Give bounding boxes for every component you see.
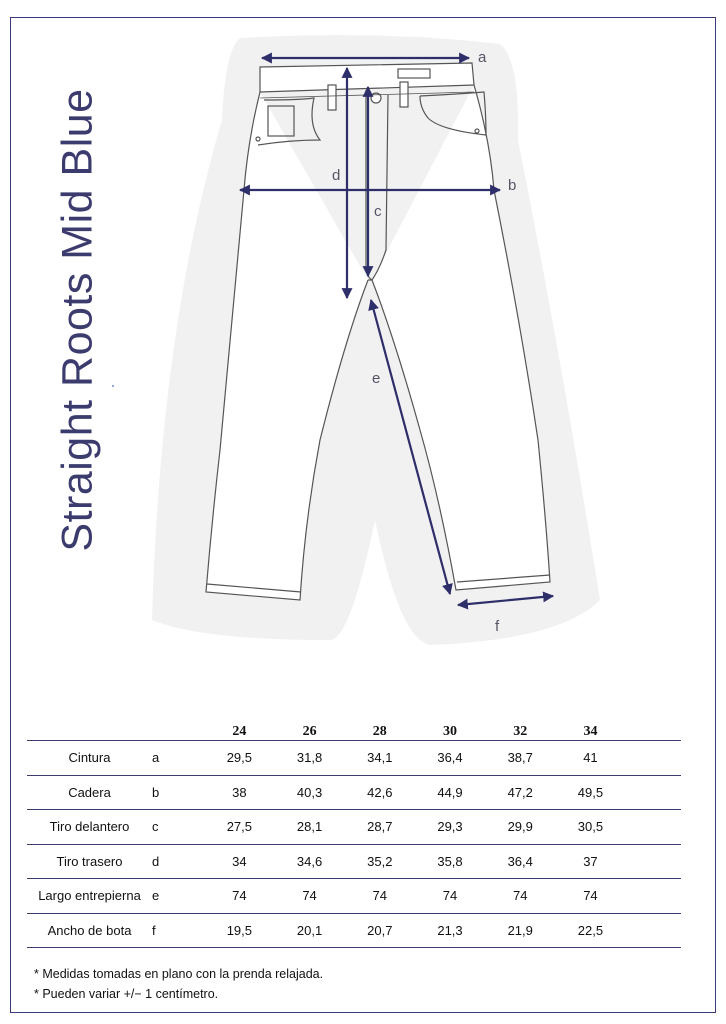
measure-value: 21,3 — [437, 922, 463, 938]
measure-name: Cintura — [68, 750, 111, 766]
measure-value: 20,1 — [296, 922, 323, 938]
measure-name: Largo entrepierna — [38, 888, 141, 904]
footnotes — [34, 964, 323, 1004]
measure-value: 74 — [232, 888, 247, 904]
size-header-row — [27, 718, 681, 741]
table-row — [27, 879, 681, 914]
measure-value: 74 — [442, 888, 458, 904]
measure-value: 34 — [232, 853, 247, 869]
size-header: 28 — [372, 724, 387, 739]
table-row — [27, 810, 681, 845]
size-table — [27, 718, 681, 948]
measure-value: 49,5 — [577, 784, 604, 800]
table-row — [27, 775, 681, 810]
measure-value: 28,1 — [296, 819, 323, 835]
measure-name: Tiro trasero — [56, 853, 123, 869]
table-row — [27, 844, 681, 879]
measure-value: 37 — [583, 853, 598, 869]
measure-value: 40,3 — [296, 784, 323, 800]
size-header: 26 — [302, 724, 317, 739]
footnote: * Pueden variar +/− 1 centímetro. — [34, 987, 219, 1001]
measure-value: 47,2 — [507, 784, 533, 800]
measure-value: 74 — [512, 888, 528, 904]
label-b: b — [508, 177, 517, 194]
label-e: e — [372, 370, 381, 387]
measure-value: 35,8 — [437, 853, 463, 869]
measure-value: 30,5 — [577, 819, 604, 835]
label-c: c — [374, 203, 382, 220]
measure-value: 21,9 — [507, 922, 533, 938]
measure-value: 19,5 — [226, 922, 252, 938]
product-title: Straight Roots Mid Blue — [53, 88, 102, 552]
measure-value: 22,5 — [577, 922, 604, 938]
measure-value: 34,6 — [296, 853, 323, 869]
measure-value: 36,4 — [507, 853, 533, 869]
measure-letter: c — [152, 819, 159, 835]
measure-name: Ancho de bota — [47, 922, 132, 938]
measure-letter: b — [152, 784, 160, 800]
footnote: * Medidas tomadas en plano con la prenda relajada. — [34, 967, 324, 981]
measure-value: 29,5 — [226, 750, 252, 766]
measure-value: 28,7 — [367, 819, 393, 835]
measure-letter: a — [152, 750, 160, 766]
measure-letter: e — [152, 888, 160, 904]
measure-value: 36,4 — [437, 750, 463, 766]
measure-value: 42,6 — [367, 784, 393, 800]
size-header: 30 — [443, 724, 457, 739]
label-a: a — [478, 49, 487, 66]
table-row — [27, 913, 681, 948]
size-header: 24 — [232, 724, 247, 739]
measure-value: 44,9 — [437, 784, 463, 800]
size-header: 32 — [513, 724, 528, 739]
measure-value: 31,8 — [296, 750, 323, 766]
table-row — [27, 741, 681, 776]
measure-value: 29,9 — [507, 819, 533, 835]
measure-value: 29,3 — [437, 819, 463, 835]
measure-value: 38,7 — [507, 750, 533, 766]
measure-value: 74 — [372, 888, 388, 904]
label-d: d — [332, 167, 341, 184]
measure-value: 20,7 — [367, 922, 393, 938]
size-header: 34 — [583, 724, 598, 739]
measure-value: 27,5 — [226, 819, 252, 835]
measure-value: 41 — [583, 750, 598, 766]
measure-letter: d — [152, 853, 160, 869]
measure-value: 38 — [232, 784, 247, 800]
measure-name: Tiro delantero — [49, 819, 130, 835]
measure-value: 34,1 — [367, 750, 393, 766]
measure-value: 74 — [583, 888, 598, 904]
measure-name: Cadera — [68, 784, 111, 800]
label-f: f — [495, 618, 500, 635]
measure-value: 74 — [302, 888, 317, 904]
measure-value: 35,2 — [367, 853, 393, 869]
measure-letter: f — [152, 922, 156, 938]
